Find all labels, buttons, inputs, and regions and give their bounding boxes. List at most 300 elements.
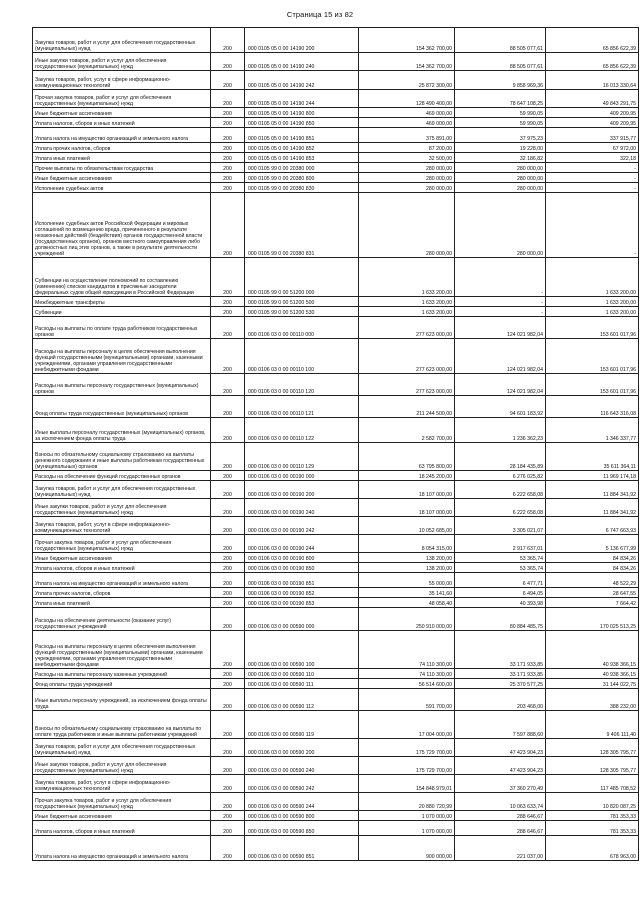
- unexecuted-amount-cell: 11 884 341,92: [546, 481, 639, 499]
- approved-amount-cell: 280 000,00: [359, 163, 455, 173]
- expense-name-cell: Закупка товаров, работ и услуг для обеспечения государственных (муниципальных) нужд: [33, 28, 211, 53]
- expense-name-cell: Иные бюджетные ассигнования: [33, 811, 211, 821]
- line-code-cell: 200: [211, 608, 245, 631]
- executed-amount-cell: 124 021 982,04: [455, 374, 546, 396]
- table-row: [33, 118, 639, 128]
- approved-amount-cell: 280 000,00: [359, 193, 455, 258]
- budget-classification-code-cell: 000 0106 03 0 00 00190 200: [245, 481, 359, 499]
- expense-name-cell: Расходы на выплаты по оплате труда работников государственных органов: [33, 317, 211, 339]
- table-row: [33, 28, 639, 53]
- unexecuted-amount-cell: -: [546, 173, 639, 183]
- line-code-cell: 200: [211, 90, 245, 108]
- executed-amount-cell: 280 000,00: [455, 173, 546, 183]
- executed-amount-cell: 6 276 025,82: [455, 471, 546, 481]
- executed-amount-cell: 33 171 933,85: [455, 669, 546, 679]
- executed-amount-cell: 59 990,05: [455, 118, 546, 128]
- table-row: [33, 297, 639, 307]
- executed-amount-cell: -: [455, 258, 546, 297]
- approved-amount-cell: 48 058,40: [359, 598, 455, 608]
- executed-amount-cell: 2 917 637,01: [455, 535, 546, 553]
- table-row: [33, 163, 639, 173]
- budget-classification-code-cell: 000 0106 03 0 00 00590 244: [245, 793, 359, 811]
- line-code-cell: 200: [211, 153, 245, 163]
- expense-name-cell: Иные выплаты персоналу учреждений, за исключением фонда оплаты труда: [33, 689, 211, 711]
- approved-amount-cell: 18 245 200,00: [359, 471, 455, 481]
- approved-amount-cell: 18 107 000,00: [359, 481, 455, 499]
- line-code-cell: 200: [211, 374, 245, 396]
- table-row: [33, 821, 639, 836]
- executed-amount-cell: 6 494,05: [455, 588, 546, 598]
- budget-classification-code-cell: 000 0105 99 0 00 20380 800: [245, 173, 359, 183]
- budget-classification-code-cell: 000 0105 05 0 00 14190 853: [245, 153, 359, 163]
- unexecuted-amount-cell: 7 664,42: [546, 598, 639, 608]
- budget-classification-code-cell: 000 0106 03 0 00 00110 122: [245, 418, 359, 443]
- budget-classification-code-cell: 000 0105 05 0 00 14190 800: [245, 108, 359, 118]
- line-code-cell: 200: [211, 598, 245, 608]
- executed-amount-cell: 32 186,82: [455, 153, 546, 163]
- line-code-cell: 200: [211, 836, 245, 861]
- line-code-cell: 200: [211, 71, 245, 90]
- unexecuted-amount-cell: 781 353,33: [546, 821, 639, 836]
- approved-amount-cell: 56 514 600,00: [359, 679, 455, 689]
- executed-amount-cell: 94 601 183,92: [455, 396, 546, 418]
- table-row: [33, 90, 639, 108]
- budget-classification-code-cell: 000 0105 05 0 00 14190 850: [245, 118, 359, 128]
- table-row: [33, 481, 639, 499]
- budget-classification-code-cell: 000 0106 03 0 00 00110 121: [245, 396, 359, 418]
- budget-classification-code-cell: 000 0106 03 0 00 00190 851: [245, 573, 359, 588]
- table-row: [33, 588, 639, 598]
- budget-classification-code-cell: 000 0105 05 0 00 14190 851: [245, 128, 359, 143]
- expense-name-cell: Закупка товаров, работ и услуг для обеспечения государственных (муниципальных) нужд: [33, 739, 211, 757]
- expense-name-cell: Иные выплаты персоналу государственных (муниципальных) органов, за исключением фонда оплаты труда: [33, 418, 211, 443]
- table-row: [33, 669, 639, 679]
- executed-amount-cell: 3 305 021,07: [455, 517, 546, 535]
- table-row: [33, 573, 639, 588]
- line-code-cell: 200: [211, 163, 245, 173]
- budget-classification-code-cell: 000 0105 05 0 00 14190 242: [245, 71, 359, 90]
- executed-amount-cell: 288 646,67: [455, 811, 546, 821]
- line-code-cell: 200: [211, 118, 245, 128]
- unexecuted-amount-cell: 84 834,26: [546, 553, 639, 563]
- expense-name-cell: Прочие выплаты по обязательствам государства: [33, 163, 211, 173]
- table-row: [33, 836, 639, 861]
- table-row: [33, 339, 639, 374]
- budget-classification-code-cell: 000 0106 03 0 00 00190 850: [245, 563, 359, 573]
- expense-name-cell: Расходы на обеспечение деятельности (оказание услуг) государственных учреждений: [33, 608, 211, 631]
- unexecuted-amount-cell: 409 209,95: [546, 118, 639, 128]
- budget-classification-code-cell: 000 0105 05 0 00 14190 244: [245, 90, 359, 108]
- expense-name-cell: Уплата иных платежей: [33, 153, 211, 163]
- approved-amount-cell: 10 052 685,00: [359, 517, 455, 535]
- approved-amount-cell: 469 000,00: [359, 108, 455, 118]
- line-code-cell: 200: [211, 757, 245, 775]
- unexecuted-amount-cell: 67 972,00: [546, 143, 639, 153]
- executed-amount-cell: 19 228,00: [455, 143, 546, 153]
- budget-execution-table: [32, 27, 639, 861]
- unexecuted-amount-cell: 1 633 200,00: [546, 307, 639, 317]
- expense-name-cell: Субвенции: [33, 307, 211, 317]
- budget-classification-code-cell: 000 0106 03 0 00 00190 000: [245, 471, 359, 481]
- expense-name-cell: Взносы по обязательному социальному страхованию на выплаты денежного содержания и иные выплаты работникам государственных (муниципальных) органов: [33, 443, 211, 471]
- unexecuted-amount-cell: 1 633 200,00: [546, 297, 639, 307]
- unexecuted-amount-cell: 128 305 795,77: [546, 739, 639, 757]
- expense-name-cell: Иные закупки товаров, работ и услуг для обеспечения государственных (муниципальных) нужд: [33, 499, 211, 517]
- table-row: [33, 258, 639, 297]
- expense-name-cell: Уплата иных платежей: [33, 598, 211, 608]
- table-row: [33, 711, 639, 739]
- budget-classification-code-cell: 000 0106 03 0 00 00590 000: [245, 608, 359, 631]
- unexecuted-amount-cell: 116 643 316,08: [546, 396, 639, 418]
- unexecuted-amount-cell: 409 209,95: [546, 108, 639, 118]
- unexecuted-amount-cell: 1 346 337,77: [546, 418, 639, 443]
- line-code-cell: 200: [211, 793, 245, 811]
- executed-amount-cell: 40 393,98: [455, 598, 546, 608]
- table-row: [33, 517, 639, 535]
- budget-classification-code-cell: 000 0106 03 0 00 00190 800: [245, 553, 359, 563]
- approved-amount-cell: 211 244 500,00: [359, 396, 455, 418]
- expense-name-cell: Уплата налога на имущество организаций и земельного налога: [33, 836, 211, 861]
- executed-amount-cell: 47 423 904,23: [455, 757, 546, 775]
- budget-classification-code-cell: 000 0106 03 0 00 00110 120: [245, 374, 359, 396]
- executed-amount-cell: 288 646,67: [455, 821, 546, 836]
- expense-name-cell: Взносы по обязательному социальному страхованию на выплаты по оплате труда работников и иные выплаты работникам учреждений: [33, 711, 211, 739]
- approved-amount-cell: 277 623 000,00: [359, 317, 455, 339]
- budget-classification-code-cell: 000 0106 03 0 00 00590 112: [245, 689, 359, 711]
- approved-amount-cell: 17 004 000,00: [359, 711, 455, 739]
- table-row: [33, 598, 639, 608]
- budget-classification-code-cell: 000 0105 05 0 00 14190 852: [245, 143, 359, 153]
- budget-classification-code-cell: 000 0106 03 0 00 00590 200: [245, 739, 359, 757]
- budget-classification-code-cell: 000 0106 03 0 00 00190 244: [245, 535, 359, 553]
- executed-amount-cell: 59 990,05: [455, 108, 546, 118]
- expense-name-cell: Прочая закупка товаров, работ и услуг для обеспечения государственных (муниципальных) нужд: [33, 535, 211, 553]
- budget-classification-code-cell: 000 0106 03 0 00 00110 129: [245, 443, 359, 471]
- executed-amount-cell: 6 222 658,08: [455, 481, 546, 499]
- approved-amount-cell: 154 362 700,00: [359, 53, 455, 71]
- approved-amount-cell: 1 633 200,00: [359, 297, 455, 307]
- table-row: [33, 499, 639, 517]
- executed-amount-cell: 124 021 982,04: [455, 317, 546, 339]
- approved-amount-cell: 175 729 700,00: [359, 757, 455, 775]
- budget-classification-code-cell: 000 0106 03 0 00 00590 800: [245, 811, 359, 821]
- budget-classification-code-cell: 000 0105 05 0 00 14190 200: [245, 28, 359, 53]
- table-row: [33, 811, 639, 821]
- approved-amount-cell: 74 110 300,00: [359, 631, 455, 669]
- line-code-cell: 200: [211, 471, 245, 481]
- expense-name-cell: Уплата прочих налогов, сборов: [33, 588, 211, 598]
- line-code-cell: 200: [211, 173, 245, 183]
- approved-amount-cell: 277 623 000,00: [359, 339, 455, 374]
- unexecuted-amount-cell: 28 647,55: [546, 588, 639, 598]
- table-row: [33, 173, 639, 183]
- approved-amount-cell: 138 200,00: [359, 563, 455, 573]
- approved-amount-cell: 154 848 979,01: [359, 775, 455, 793]
- unexecuted-amount-cell: 35 611 364,11: [546, 443, 639, 471]
- line-code-cell: 200: [211, 679, 245, 689]
- executed-amount-cell: -: [455, 297, 546, 307]
- expense-name-cell: Уплата налога на имущество организаций и земельного налога: [33, 128, 211, 143]
- executed-amount-cell: -: [455, 307, 546, 317]
- unexecuted-amount-cell: 337 915,77: [546, 128, 639, 143]
- line-code-cell: 200: [211, 396, 245, 418]
- executed-amount-cell: 37 360 270,49: [455, 775, 546, 793]
- line-code-cell: 200: [211, 481, 245, 499]
- expense-name-cell: Уплата налога на имущество организаций и земельного налога: [33, 573, 211, 588]
- expense-name-cell: Субвенции на осуществление полномочий по составлению (изменению) списков кандидатов в присяжные заседатели федеральных судов общей юрисдикции в Российской Федерации: [33, 258, 211, 297]
- approved-amount-cell: 32 500,00: [359, 153, 455, 163]
- budget-classification-code-cell: 000 0106 03 0 00 00190 852: [245, 588, 359, 598]
- line-code-cell: 200: [211, 811, 245, 821]
- budget-classification-code-cell: 000 0106 03 0 00 00590 111: [245, 679, 359, 689]
- unexecuted-amount-cell: 388 232,00: [546, 689, 639, 711]
- executed-amount-cell: 53 365,74: [455, 563, 546, 573]
- executed-amount-cell: 124 021 982,04: [455, 339, 546, 374]
- line-code-cell: 200: [211, 339, 245, 374]
- table-row: [33, 631, 639, 669]
- budget-classification-code-cell: 000 0106 03 0 00 00190 853: [245, 598, 359, 608]
- approved-amount-cell: 8 054 315,00: [359, 535, 455, 553]
- executed-amount-cell: 25 370 577,25: [455, 679, 546, 689]
- line-code-cell: 200: [211, 317, 245, 339]
- page-number-header: Страница 15 из 82: [286, 10, 354, 19]
- unexecuted-amount-cell: 65 856 622,39: [546, 53, 639, 71]
- table-row: [33, 307, 639, 317]
- line-code-cell: 200: [211, 588, 245, 598]
- executed-amount-cell: 6 477,71: [455, 573, 546, 588]
- line-code-cell: 200: [211, 307, 245, 317]
- executed-amount-cell: 10 063 633,74: [455, 793, 546, 811]
- approved-amount-cell: 20 880 720,99: [359, 793, 455, 811]
- approved-amount-cell: 1 633 200,00: [359, 307, 455, 317]
- budget-classification-code-cell: 000 0106 03 0 00 00590 851: [245, 836, 359, 861]
- unexecuted-amount-cell: 11 884 341,92: [546, 499, 639, 517]
- table-row: [33, 71, 639, 90]
- approved-amount-cell: 63 795 800,00: [359, 443, 455, 471]
- expense-name-cell: Закупка товаров, работ и услуг для обеспечения государственных (муниципальных) нужд: [33, 481, 211, 499]
- unexecuted-amount-cell: 1 633 200,00: [546, 258, 639, 297]
- budget-classification-code-cell: 000 0105 05 0 00 14190 240: [245, 53, 359, 71]
- expense-name-cell: Закупка товаров, работ, услуг в сфере информационно-коммуникационных технологий: [33, 517, 211, 535]
- unexecuted-amount-cell: 5 136 677,99: [546, 535, 639, 553]
- line-code-cell: 200: [211, 739, 245, 757]
- table-row: [33, 553, 639, 563]
- expense-name-cell: Уплата прочих налогов, сборов: [33, 143, 211, 153]
- expense-name-cell: Уплата налогов, сборов и иных платежей: [33, 563, 211, 573]
- approved-amount-cell: 591 700,00: [359, 689, 455, 711]
- executed-amount-cell: 88 505 077,61: [455, 53, 546, 71]
- line-code-cell: 200: [211, 143, 245, 153]
- executed-amount-cell: 78 647 108,25: [455, 90, 546, 108]
- unexecuted-amount-cell: 153 601 017,96: [546, 317, 639, 339]
- table-row: [33, 396, 639, 418]
- table-row: [33, 418, 639, 443]
- expense-name-cell: Расходы на выплаты персоналу государственных (муниципальных) органов: [33, 374, 211, 396]
- expense-name-cell: Расходы на выплаты персоналу в целях обеспечения выполнения функций государственными (муниципальными) органами, казенными учреждениями, органами управления государственными внебюджетными фондами: [33, 339, 211, 374]
- approved-amount-cell: 154 362 700,00: [359, 28, 455, 53]
- executed-amount-cell: 1 236 362,23: [455, 418, 546, 443]
- executed-amount-cell: 33 171 933,85: [455, 631, 546, 669]
- table-row: [33, 535, 639, 553]
- table-row: [33, 53, 639, 71]
- line-code-cell: 200: [211, 563, 245, 573]
- line-code-cell: 200: [211, 689, 245, 711]
- approved-amount-cell: 175 729 700,00: [359, 739, 455, 757]
- unexecuted-amount-cell: 678 963,00: [546, 836, 639, 861]
- budget-classification-code-cell: 000 0106 03 0 00 00590 240: [245, 757, 359, 775]
- table-row: [33, 679, 639, 689]
- unexecuted-amount-cell: 49 843 291,75: [546, 90, 639, 108]
- expense-name-cell: Расходы на выплаты персоналу в целях обеспечения выполнения функций государственными (муниципальными) органами, казенными учреждениями, органами управления государственными внебюджетными фондами: [33, 631, 211, 669]
- approved-amount-cell: 277 623 000,00: [359, 374, 455, 396]
- budget-classification-code-cell: 000 0106 03 0 00 00190 240: [245, 499, 359, 517]
- expense-name-cell: Прочая закупка товаров, работ и услуг для обеспечения государственных (муниципальных) нужд: [33, 90, 211, 108]
- expense-name-cell: Прочая закупка товаров, работ и услуг для обеспечения государственных (муниципальных) нужд: [33, 793, 211, 811]
- unexecuted-amount-cell: 10 820 087,25: [546, 793, 639, 811]
- budget-classification-code-cell: 000 0105 99 0 00 51200 000: [245, 258, 359, 297]
- approved-amount-cell: 1 633 200,00: [359, 258, 455, 297]
- approved-amount-cell: 55 000,00: [359, 573, 455, 588]
- budget-classification-code-cell: 000 0105 99 0 00 20380 830: [245, 183, 359, 193]
- line-code-cell: 200: [211, 821, 245, 836]
- budget-classification-code-cell: 000 0106 03 0 00 00590 100: [245, 631, 359, 669]
- unexecuted-amount-cell: 40 938 366,15: [546, 631, 639, 669]
- approved-amount-cell: 1 070 000,00: [359, 811, 455, 821]
- approved-amount-cell: 138 200,00: [359, 553, 455, 563]
- table-row: [33, 317, 639, 339]
- approved-amount-cell: 375 891,00: [359, 128, 455, 143]
- unexecuted-amount-cell: -: [546, 193, 639, 258]
- table-row: [33, 153, 639, 163]
- approved-amount-cell: 2 582 700,00: [359, 418, 455, 443]
- executed-amount-cell: 37 975,23: [455, 128, 546, 143]
- line-code-cell: 200: [211, 183, 245, 193]
- line-code-cell: 200: [211, 631, 245, 669]
- expense-name-cell: Иные закупки товаров, работ и услуг для обеспечения государственных (муниципальных) нужд: [33, 757, 211, 775]
- budget-classification-code-cell: 000 0106 03 0 00 00190 242: [245, 517, 359, 535]
- approved-amount-cell: 87 200,00: [359, 143, 455, 153]
- unexecuted-amount-cell: 322,18: [546, 153, 639, 163]
- approved-amount-cell: 250 910 000,00: [359, 608, 455, 631]
- approved-amount-cell: 25 872 300,00: [359, 71, 455, 90]
- approved-amount-cell: 280 000,00: [359, 183, 455, 193]
- line-code-cell: 200: [211, 108, 245, 118]
- table-row: [33, 689, 639, 711]
- line-code-cell: 200: [211, 775, 245, 793]
- expense-name-cell: Межбюджетные трансферты: [33, 297, 211, 307]
- line-code-cell: 200: [211, 669, 245, 679]
- unexecuted-amount-cell: -: [546, 163, 639, 173]
- budget-classification-code-cell: 000 0105 99 0 00 20380 831: [245, 193, 359, 258]
- line-code-cell: 200: [211, 711, 245, 739]
- unexecuted-amount-cell: 40 938 366,15: [546, 669, 639, 679]
- unexecuted-amount-cell: -: [546, 183, 639, 193]
- unexecuted-amount-cell: 31 144 022,75: [546, 679, 639, 689]
- line-code-cell: 200: [211, 499, 245, 517]
- unexecuted-amount-cell: 11 969 174,18: [546, 471, 639, 481]
- table-row: [33, 775, 639, 793]
- executed-amount-cell: 6 222 658,08: [455, 499, 546, 517]
- table-row: [33, 563, 639, 573]
- expense-name-cell: Расходы на выплаты персоналу казенных учреждений: [33, 669, 211, 679]
- expense-name-cell: Иные бюджетные ассигнования: [33, 108, 211, 118]
- executed-amount-cell: 9 858 969,36: [455, 71, 546, 90]
- approved-amount-cell: 128 490 400,00: [359, 90, 455, 108]
- budget-classification-code-cell: 000 0106 03 0 00 00590 242: [245, 775, 359, 793]
- line-code-cell: 200: [211, 258, 245, 297]
- unexecuted-amount-cell: 781 353,33: [546, 811, 639, 821]
- table-row: [33, 471, 639, 481]
- unexecuted-amount-cell: 153 601 017,96: [546, 374, 639, 396]
- table-row: [33, 757, 639, 775]
- line-code-cell: 200: [211, 193, 245, 258]
- unexecuted-amount-cell: 170 025 513,25: [546, 608, 639, 631]
- unexecuted-amount-cell: 65 856 622,39: [546, 28, 639, 53]
- table-row: [33, 374, 639, 396]
- expense-name-cell: Расходы на обеспечение функций государственных органов: [33, 471, 211, 481]
- expense-name-cell: Иные закупки товаров, работ и услуг для обеспечения государственных (муниципальных) нужд: [33, 53, 211, 71]
- approved-amount-cell: 1 070 000,00: [359, 821, 455, 836]
- approved-amount-cell: 18 107 000,00: [359, 499, 455, 517]
- executed-amount-cell: 280 000,00: [455, 193, 546, 258]
- table-row: [33, 108, 639, 118]
- budget-classification-code-cell: 000 0106 03 0 00 00590 119: [245, 711, 359, 739]
- approved-amount-cell: 35 141,60: [359, 588, 455, 598]
- line-code-cell: 200: [211, 128, 245, 143]
- budget-classification-code-cell: 000 0106 03 0 00 00590 110: [245, 669, 359, 679]
- executed-amount-cell: 28 184 435,89: [455, 443, 546, 471]
- expense-name-cell: Фонд оплаты труда государственных (муниципальных) органов: [33, 396, 211, 418]
- line-code-cell: 200: [211, 418, 245, 443]
- table-row: [33, 193, 639, 258]
- expense-name-cell: Фонд оплаты труда учреждений: [33, 679, 211, 689]
- table-row: [33, 143, 639, 153]
- unexecuted-amount-cell: 84 834,26: [546, 563, 639, 573]
- approved-amount-cell: 900 000,00: [359, 836, 455, 861]
- line-code-cell: 200: [211, 443, 245, 471]
- line-code-cell: 200: [211, 517, 245, 535]
- table-row: [33, 739, 639, 757]
- table-row: [33, 183, 639, 193]
- table-row: [33, 128, 639, 143]
- approved-amount-cell: 74 110 300,00: [359, 669, 455, 679]
- executed-amount-cell: 80 884 485,75: [455, 608, 546, 631]
- executed-amount-cell: 53 365,74: [455, 553, 546, 563]
- line-code-cell: 200: [211, 297, 245, 307]
- line-code-cell: 200: [211, 573, 245, 588]
- approved-amount-cell: 469 000,00: [359, 118, 455, 128]
- executed-amount-cell: 221 037,00: [455, 836, 546, 861]
- expense-name-cell: Закупка товаров, работ, услуг в сфере информационно-коммуникационных технологий: [33, 71, 211, 90]
- executed-amount-cell: 47 423 904,23: [455, 739, 546, 757]
- expense-name-cell: Уплата налогов, сборов и иных платежей: [33, 118, 211, 128]
- budget-classification-code-cell: 000 0105 99 0 00 51200 530: [245, 307, 359, 317]
- table-row: [33, 608, 639, 631]
- expense-name-cell: Исполнение судебных актов Российской Федерации и мировых соглашений по возмещению вреда, причиненного в результате незаконных действий (бездействия) органов государственной власти (государственных органов), органов местного самоуправления либо должностных лиц этих органов, а также в результате деятельности учреждений: [33, 193, 211, 258]
- unexecuted-amount-cell: 6 747 663,93: [546, 517, 639, 535]
- expense-name-cell: Иные бюджетные ассигнования: [33, 173, 211, 183]
- unexecuted-amount-cell: 153 601 017,96: [546, 339, 639, 374]
- line-code-cell: 200: [211, 28, 245, 53]
- executed-amount-cell: 280 000,00: [455, 183, 546, 193]
- executed-amount-cell: 88 505 077,61: [455, 28, 546, 53]
- budget-classification-code-cell: 000 0105 99 0 00 51200 500: [245, 297, 359, 307]
- line-code-cell: 200: [211, 535, 245, 553]
- line-code-cell: 200: [211, 553, 245, 563]
- unexecuted-amount-cell: 16 013 330,64: [546, 71, 639, 90]
- unexecuted-amount-cell: 48 522,29: [546, 573, 639, 588]
- budget-classification-code-cell: 000 0106 03 0 00 00110 000: [245, 317, 359, 339]
